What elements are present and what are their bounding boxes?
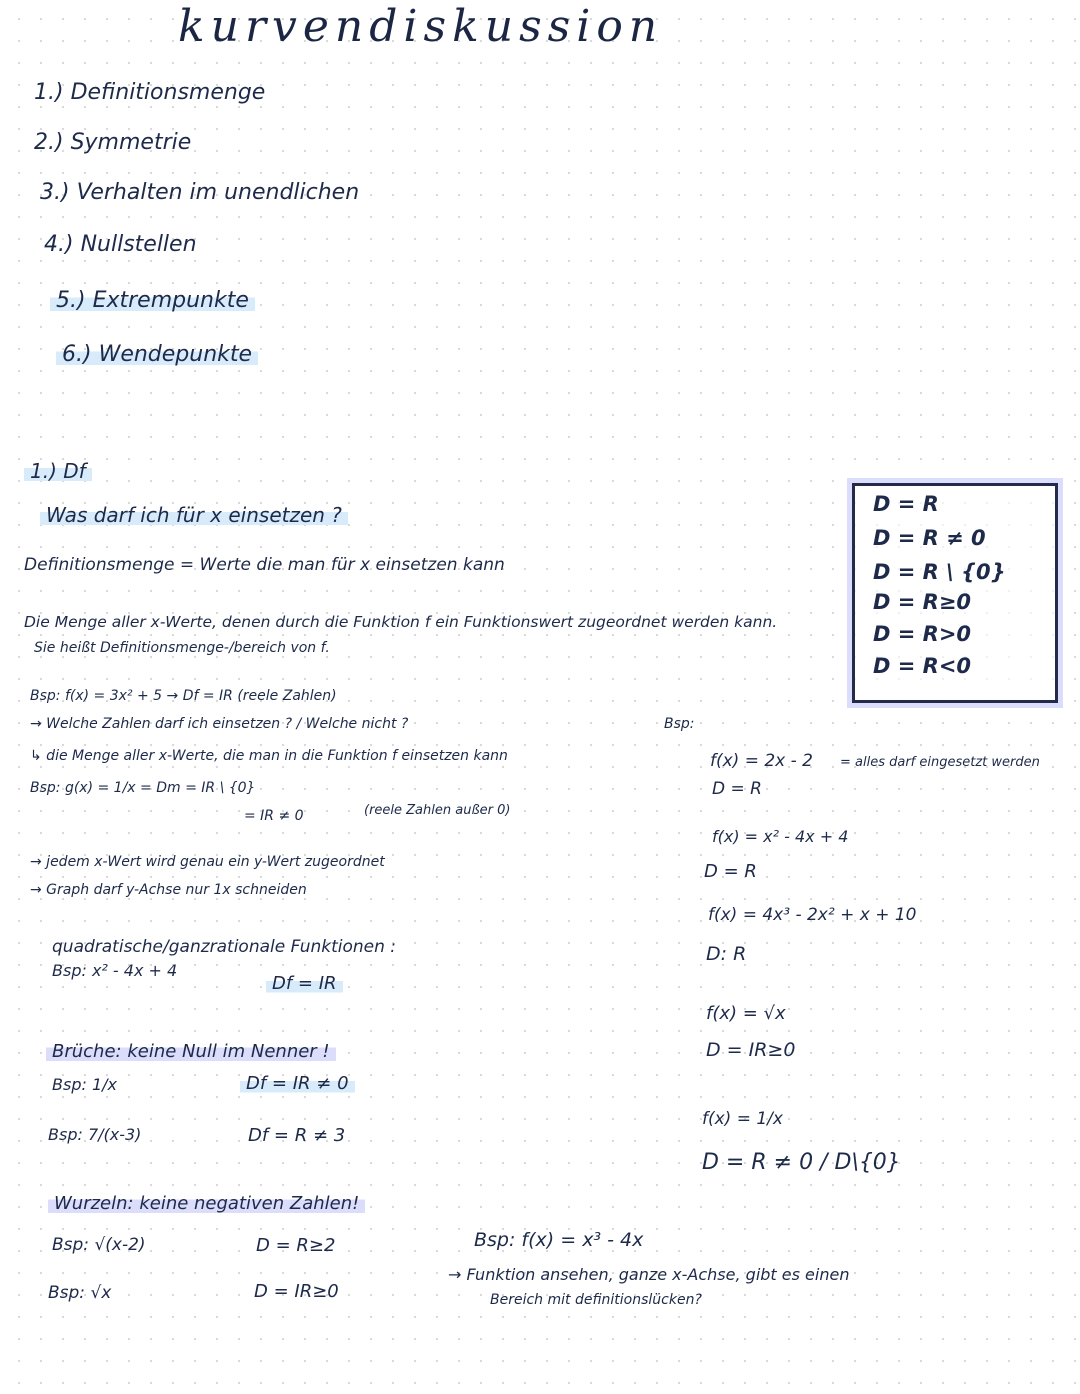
toc-item-2: 2.) Symmetrie: [34, 130, 192, 155]
right-ex3-domain: D: R: [706, 943, 747, 965]
right-label: Bsp:: [664, 716, 695, 732]
example-2b: = IR ≠ 0: [244, 808, 304, 824]
roots-example-2: Bsp: √x: [48, 1283, 112, 1303]
example-1: Bsp: f(x) = 3x² + 5 → Df = IR (reele Zahlen): [30, 688, 337, 704]
toc-item-1: 1.) Definitionsmenge: [34, 80, 266, 105]
fractions-example-1: Bsp: 1/x: [52, 1075, 117, 1094]
quadratic-heading: quadratische/ganzrationale Funktionen :: [52, 937, 397, 957]
box-row-6: D = R<0: [873, 654, 972, 678]
toc-item-6: [56, 342, 258, 367]
definition-line: Definitionsmenge = Werte die man für x einsetzen kann: [24, 555, 505, 575]
arrow-line-1: → Welche Zahlen darf ich einsetzen ? / Welche nicht ?: [30, 716, 409, 732]
box-row-5: D = R>0: [873, 622, 972, 646]
roots-result-1: D = R≥2: [256, 1235, 336, 1256]
box-row-3: D = R \ {0}: [873, 560, 1006, 584]
fractions-example-2: Bsp: 7/(x-3): [48, 1125, 142, 1144]
roots-heading-label: Wurzeln: keine negativen Zahlen!: [48, 1193, 365, 1214]
right-ex1-function: f(x) = 2x - 2: [710, 751, 813, 771]
fractions-result-1-label: Df = IR ≠ 0: [240, 1073, 355, 1094]
right-ex4-function: f(x) = √x: [706, 1003, 786, 1024]
quadratic-result-label: Df = IR: [266, 973, 343, 994]
section-question-label: Was darf ich für x einsetzen ?: [40, 503, 348, 527]
box-row-2: D = R ≠ 0: [873, 526, 986, 550]
example-2: Bsp: g(x) = 1/x = Dm = IR \ {0}: [30, 780, 256, 796]
fractions-heading-label: Brüche: keine Null im Nenner !: [46, 1041, 336, 1062]
fractions-result-2: Df = R ≠ 3: [248, 1125, 346, 1146]
roots-heading: [48, 1194, 365, 1215]
arrow-line-2: ↳ die Menge aller x-Werte, die man in die Funktion f einsetzen kann: [30, 748, 508, 764]
right-ex3-function: f(x) = 4x³ - 2x² + x + 10: [708, 905, 917, 925]
right-ex5-function: f(x) = 1/x: [702, 1109, 783, 1129]
explanation-line-1: Die Menge aller x-Werte, denen durch die Funktion f ein Funktionswert zugeordnet werden kann.: [24, 613, 778, 631]
fractions-heading: [46, 1042, 336, 1063]
domain-summary-box: [852, 483, 1058, 703]
roots-result-2: D = IR≥0: [254, 1281, 339, 1302]
box-row-4: D = R≥0: [873, 590, 972, 614]
example-2c: (reele Zahlen außer 0): [364, 803, 511, 818]
right-ex2-domain: D = R: [704, 861, 757, 882]
toc-item-6-label: 6.) Wendepunkte: [56, 342, 258, 367]
section-heading-label: 1.) Df: [24, 459, 92, 483]
roots-example-1: Bsp: √(x-2): [52, 1235, 146, 1255]
quadratic-example: Bsp: x² - 4x + 4: [52, 961, 178, 980]
toc-item-5: [50, 288, 255, 313]
right-ex1-domain: D = R: [712, 779, 762, 799]
right-ex1-note: = alles darf eingesetzt werden: [840, 755, 1040, 770]
page-title: kurvendiskussion: [178, 1, 664, 52]
right-ex4-domain: D = IR≥0: [706, 1039, 796, 1061]
right-ex2-function: f(x) = x² - 4x + 4: [712, 827, 849, 846]
rule-line-2: → Graph darf y-Achse nur 1x schneiden: [30, 882, 307, 898]
bottom-example: Bsp: f(x) = x³ - 4x: [474, 1229, 644, 1251]
explanation-line-2: Sie heißt Definitionsmenge-/bereich von f.: [34, 640, 330, 656]
section-heading: [24, 460, 92, 483]
bottom-note-2: Bereich mit definitionslücken?: [490, 1292, 702, 1308]
quadratic-result: [266, 974, 343, 995]
right-ex5-domain: D = R ≠ 0 / D\{0}: [702, 1150, 901, 1175]
bottom-note-1: → Funktion ansehen, ganze x-Achse, gibt es einen: [448, 1265, 850, 1284]
box-row-1: D = R: [873, 492, 939, 516]
toc-item-5-label: 5.) Extrempunkte: [50, 288, 255, 313]
toc-item-4: 4.) Nullstellen: [44, 232, 197, 257]
rule-line-1: → jedem x-Wert wird genau ein y-Wert zugeordnet: [30, 854, 385, 870]
fractions-result-1: [240, 1074, 355, 1095]
toc-item-3: 3.) Verhalten im unendlichen: [40, 180, 360, 205]
section-question: [40, 504, 348, 527]
